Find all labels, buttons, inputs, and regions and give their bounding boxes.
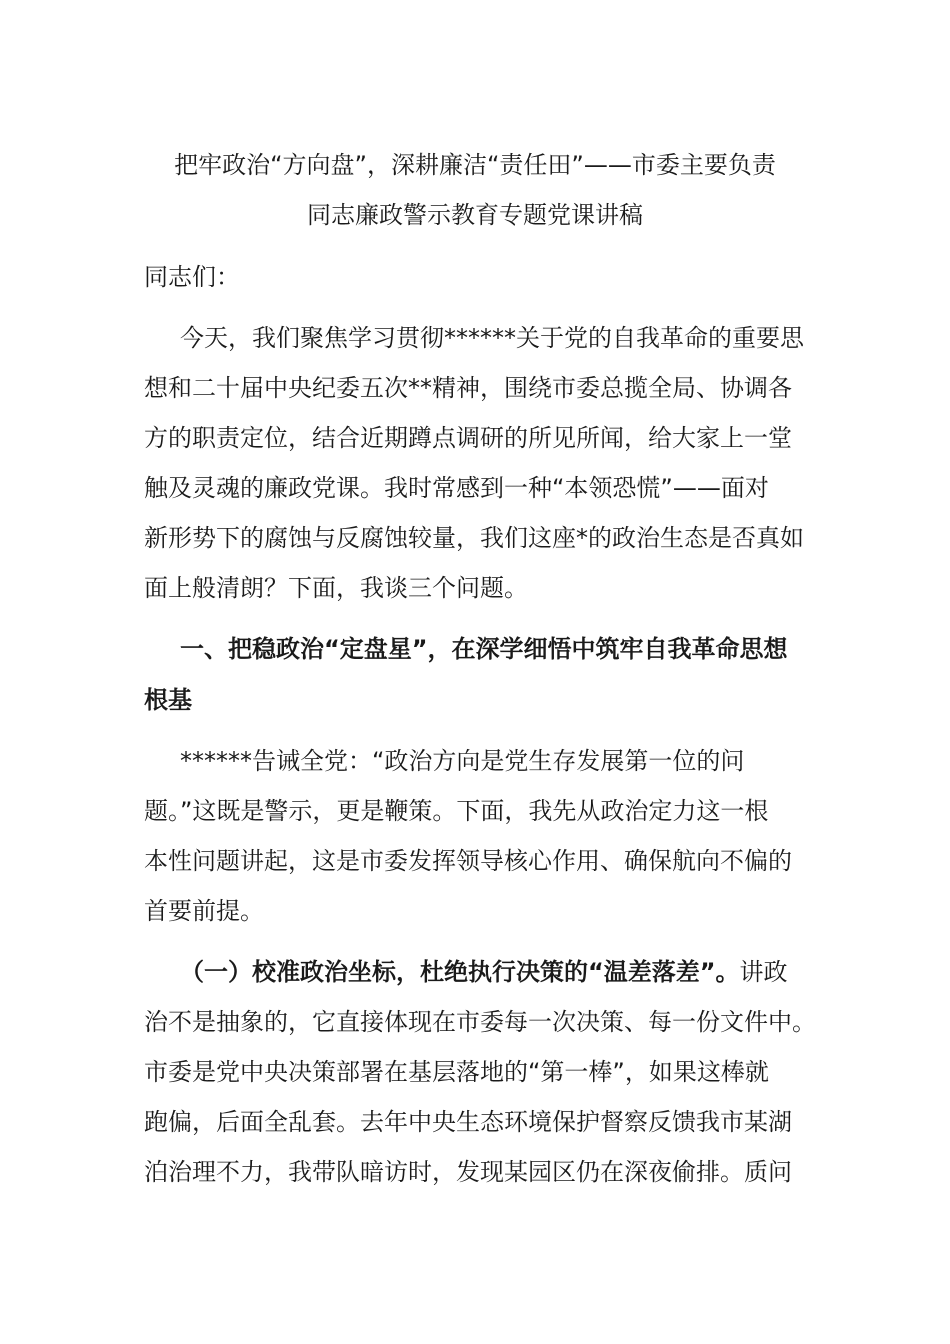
subheading-1-line: [180, 957, 788, 987]
paragraph-1-line-3: 方的职责定位，结合近期蹲点调研的所见所闻，给大家上一堂: [144, 424, 792, 452]
paragraph-2-line-3: 本性问题讲起，这是市委发挥领导核心作用、确保航向不偏的: [144, 847, 792, 875]
document-title-line-2: 同志廉政警示教育专题党课讲稿: [307, 201, 643, 229]
paragraph-1-line-1: 今天，我们聚焦学习贯彻******关于党的自我革命的重要思: [180, 324, 804, 352]
paragraph-1-line-5: 新形势下的腐蚀与反腐蚀较量，我们这座*的政治生态是否真如: [144, 524, 804, 552]
paragraph-3-line-2: 市委是党中央决策部署在基层落地的“第一棒”，如果这棒就: [144, 1058, 769, 1086]
heading-1-line-1: 一、把稳政治“定盘星”，在深学细悟中筑牢自我革命思想: [180, 635, 788, 663]
heading-1-line-2: 根基: [144, 686, 192, 714]
paragraph-2-line-4: 首要前提。: [144, 897, 264, 925]
paragraph-1-line-2: 想和二十届中央纪委五次**精神，围绕市委总揽全局、协调各: [144, 374, 792, 402]
subheading-1-bold: （一）校准政治坐标，杜绝执行决策的“温差落差”。: [180, 958, 740, 986]
paragraph-2-line-2: 题。”这既是警示，更是鞭策。下面，我先从政治定力这一根: [144, 797, 769, 825]
document-title-line-1: 把牢政治“方向盘”，深耕廉洁“责任田”——市委主要负责: [174, 151, 776, 179]
subheading-1-rest: 讲政: [739, 958, 788, 986]
paragraph-3-line-1: 治不是抽象的，它直接体现在市委每一次决策、每一份文件中。: [144, 1008, 816, 1036]
paragraph-3-line-3: 跑偏，后面全乱套。去年中央生态环境保护督察反馈我市某湖: [144, 1108, 792, 1136]
paragraph-1-line-4: 触及灵魂的廉政党课。我时常感到一种“本领恐慌”——面对: [144, 474, 769, 502]
paragraph-2-line-1: ******告诫全党：“政治方向是党生存发展第一位的问: [180, 747, 745, 775]
paragraph-3-line-4: 泊治理不力，我带队暗访时，发现某园区仍在深夜偷排。质问: [144, 1158, 792, 1186]
paragraph-1-line-6: 面上般清朗？下面，我谈三个问题。: [144, 574, 528, 602]
salutation: 同志们：: [144, 263, 240, 291]
